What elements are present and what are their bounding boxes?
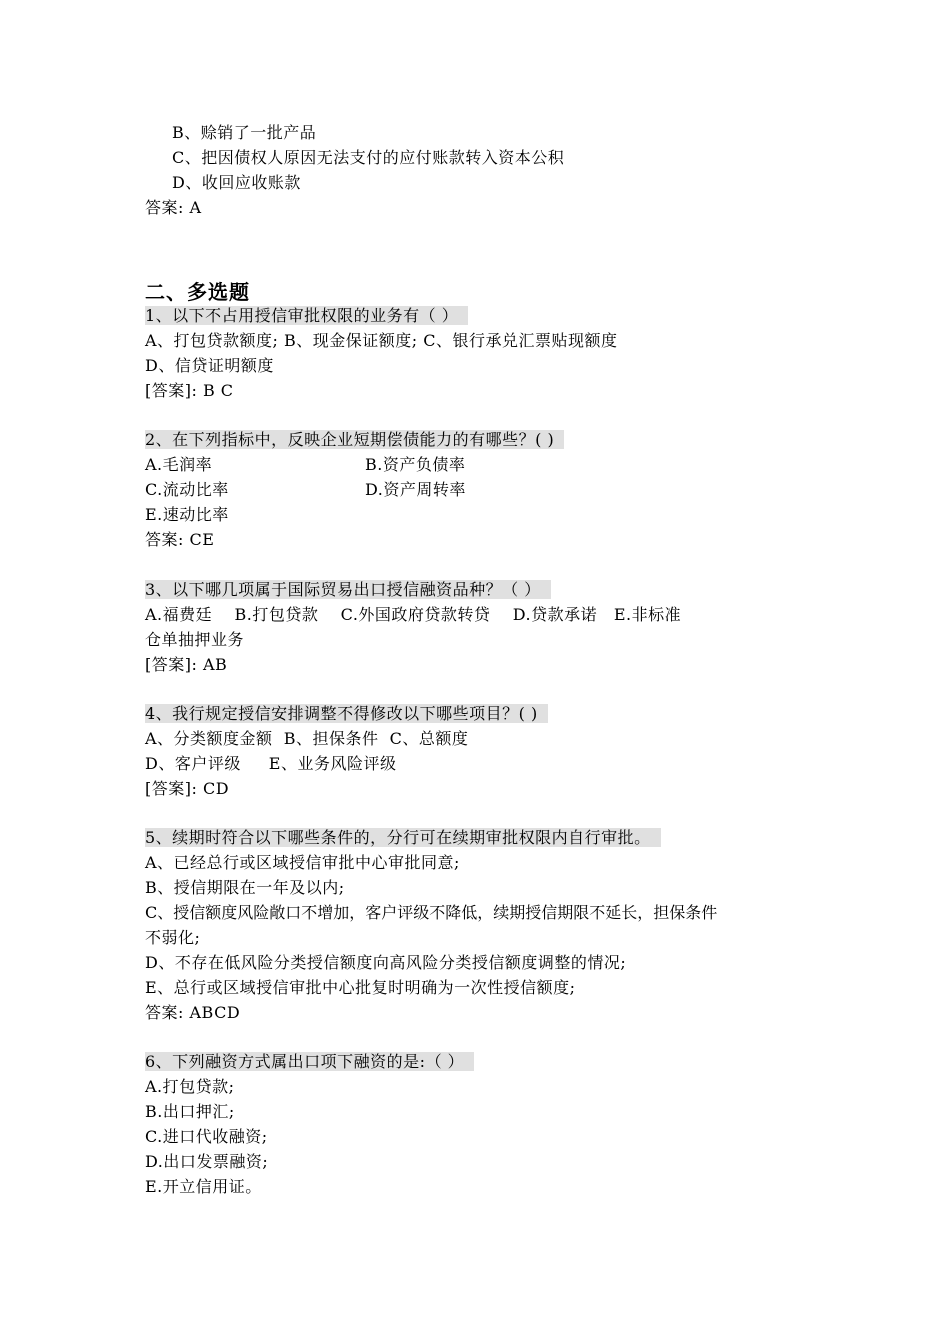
option-a: A、已经总行或区域授信审批中心审批同意; xyxy=(145,853,460,872)
option-line: D、客户评级 E、业务风险评级 xyxy=(145,754,397,773)
option-c: C、授信额度风险敞口不增加，客户评级不降低，续期授信期限不延长，担保条件 xyxy=(145,903,718,922)
question-stem: 5、续期时符合以下哪些条件的，分行可在续期审批权限内自行审批。 xyxy=(145,828,661,847)
option-line: D、信贷证明额度 xyxy=(145,356,274,375)
option-line: A、打包贷款额度; B、现金保证额度; C、银行承兑汇票贴现额度 xyxy=(145,331,618,350)
option-line: A.福费廷 B.打包贷款 C.外国政府贷款转贷 D.贷款承诺 E.非标准 xyxy=(145,605,682,624)
question-stem: 2、在下列指标中，反映企业短期偿债能力的有哪些？( ) xyxy=(145,430,564,449)
question-stem: 1、以下不占用授信审批权限的业务有（ ） xyxy=(145,306,468,325)
option-a: A.打包贷款; xyxy=(145,1077,235,1096)
option-b: B.出口押汇; xyxy=(145,1102,235,1121)
option-c: C.流动比率 xyxy=(145,480,229,499)
answer: 答案: CE xyxy=(145,530,215,549)
option-e: E、总行或区域授信审批中心批复时明确为一次性授信额度; xyxy=(145,978,576,997)
answer: 答案: A xyxy=(145,198,202,217)
option-a: A.毛润率 xyxy=(145,455,213,474)
option-d: D.出口发票融资; xyxy=(145,1152,269,1171)
answer: [答案]: B C xyxy=(145,381,234,400)
option-b: B.资产负债率 xyxy=(365,455,466,474)
answer: [答案]: AB xyxy=(145,655,228,674)
option-line: A、分类额度金额 B、担保条件 C、总额度 xyxy=(145,729,469,748)
option-d: D、收回应收账款 xyxy=(172,173,301,192)
option-c: C.进口代收融资; xyxy=(145,1127,268,1146)
answer: 答案: ABCD xyxy=(145,1003,241,1022)
option-e: E.开立信用证。 xyxy=(145,1177,262,1196)
section-title: 二、多选题 xyxy=(145,280,250,304)
option-d: D.资产周转率 xyxy=(365,480,466,499)
option-line: 仓单抽押业务 xyxy=(145,630,245,649)
option-b: B、授信期限在一年及以内; xyxy=(145,878,345,897)
option-b: B、赊销了一批产品 xyxy=(172,123,317,142)
question-stem: 4、我行规定授信安排调整不得修改以下哪些项目？( ) xyxy=(145,704,548,723)
option-e: E.速动比率 xyxy=(145,505,229,524)
question-stem: 3、以下哪几项属于国际贸易出口授信融资品种？（ ） xyxy=(145,580,551,599)
option-d: D、不存在低风险分类授信额度向高风险分类授信额度调整的情况; xyxy=(145,953,627,972)
option-c: C、把因债权人原因无法支付的应付账款转入资本公积 xyxy=(172,148,565,167)
option-c-continued: 不弱化; xyxy=(145,928,201,947)
question-stem: 6、下列融资方式属出口项下融资的是:（ ） xyxy=(145,1052,474,1071)
answer: [答案]: CD xyxy=(145,779,230,798)
